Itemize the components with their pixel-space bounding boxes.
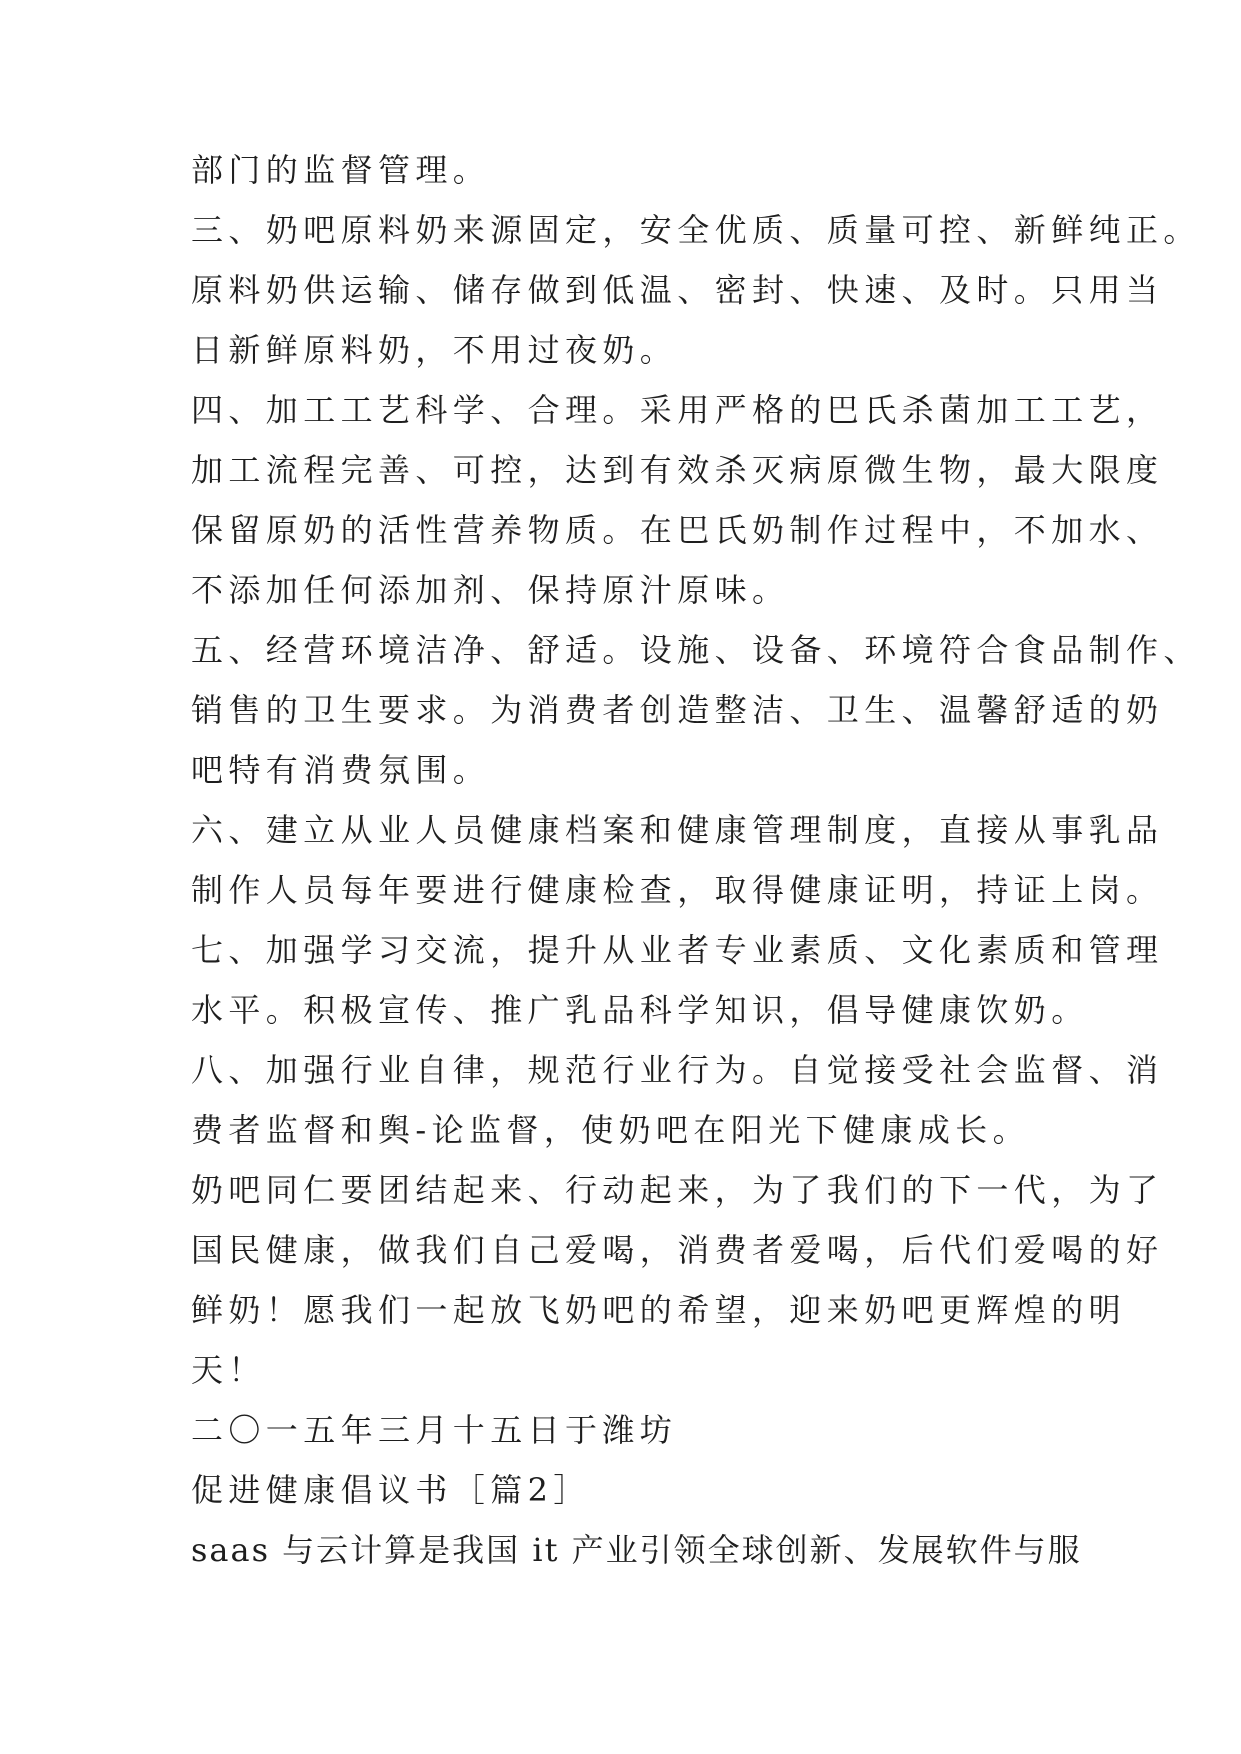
text-line-4: 日新鲜原料奶，不用过夜奶。 [191,331,678,369]
text-line-17: 费者监督和舆-论监督，使奶吧在阳光下健康成长。 [191,1111,1031,1149]
text-line-20: 鲜奶！愿我们一起放飞奶吧的希望，迎来奶吧更辉煌的明 [191,1291,1127,1329]
text-line-5: 四、加工工艺科学、合理。采用严格的巴氏杀菌加工工艺， [191,391,1164,429]
text-line-6: 加工流程完善、可控，达到有效杀灭病原微生物，最大限度 [191,451,1164,489]
text-line-7: 保留原奶的活性营养物质。在巴氏奶制作过程中，不加水、 [191,511,1164,549]
section-heading: 促进健康倡议书［篇2］ [191,1471,591,1509]
text-line-11: 吧特有消费氛围。 [191,751,491,789]
text-line-1: 部门的监督管理。 [191,151,491,189]
text-line-2: 三、奶吧原料奶来源固定，安全优质、质量可控、新鲜纯正。 [191,211,1201,249]
text-line-8: 不添加任何添加剂、保持原汁原味。 [191,571,790,609]
text-line-15: 水平。积极宣传、推广乳品科学知识，倡导健康饮奶。 [191,991,1089,1029]
date-line: 二〇一五年三月十五日于潍坊 [191,1411,678,1449]
text-line-13: 制作人员每年要进行健康检查，取得健康证明，持证上岗。 [191,871,1164,909]
text-line-10: 销售的卫生要求。为消费者创造整洁、卫生、温馨舒适的奶 [191,691,1164,729]
text-line-19: 国民健康，做我们自己爱喝，消费者爱喝，后代们爱喝的好 [191,1231,1164,1269]
text-line-9: 五、经营环境洁净、舒适。设施、设备、环境符合食品制作、 [191,631,1201,669]
text-line-21: 天！ [191,1351,266,1389]
text-line-14: 七、加强学习交流，提升从业者专业素质、文化素质和管理 [191,931,1164,969]
text-line-16: 八、加强行业自律，规范行业行为。自觉接受社会监督、消 [191,1051,1164,1089]
text-line-24: saas 与云计算是我国 it 产业引领全球创新、发展软件与服 [191,1531,1082,1569]
text-line-18: 奶吧同仁要团结起来、行动起来，为了我们的下一代，为了 [191,1171,1164,1209]
text-line-3: 原料奶供运输、储存做到低温、密封、快速、及时。只用当 [191,271,1164,309]
text-line-12: 六、建立从业人员健康档案和健康管理制度，直接从事乳品 [191,811,1164,849]
